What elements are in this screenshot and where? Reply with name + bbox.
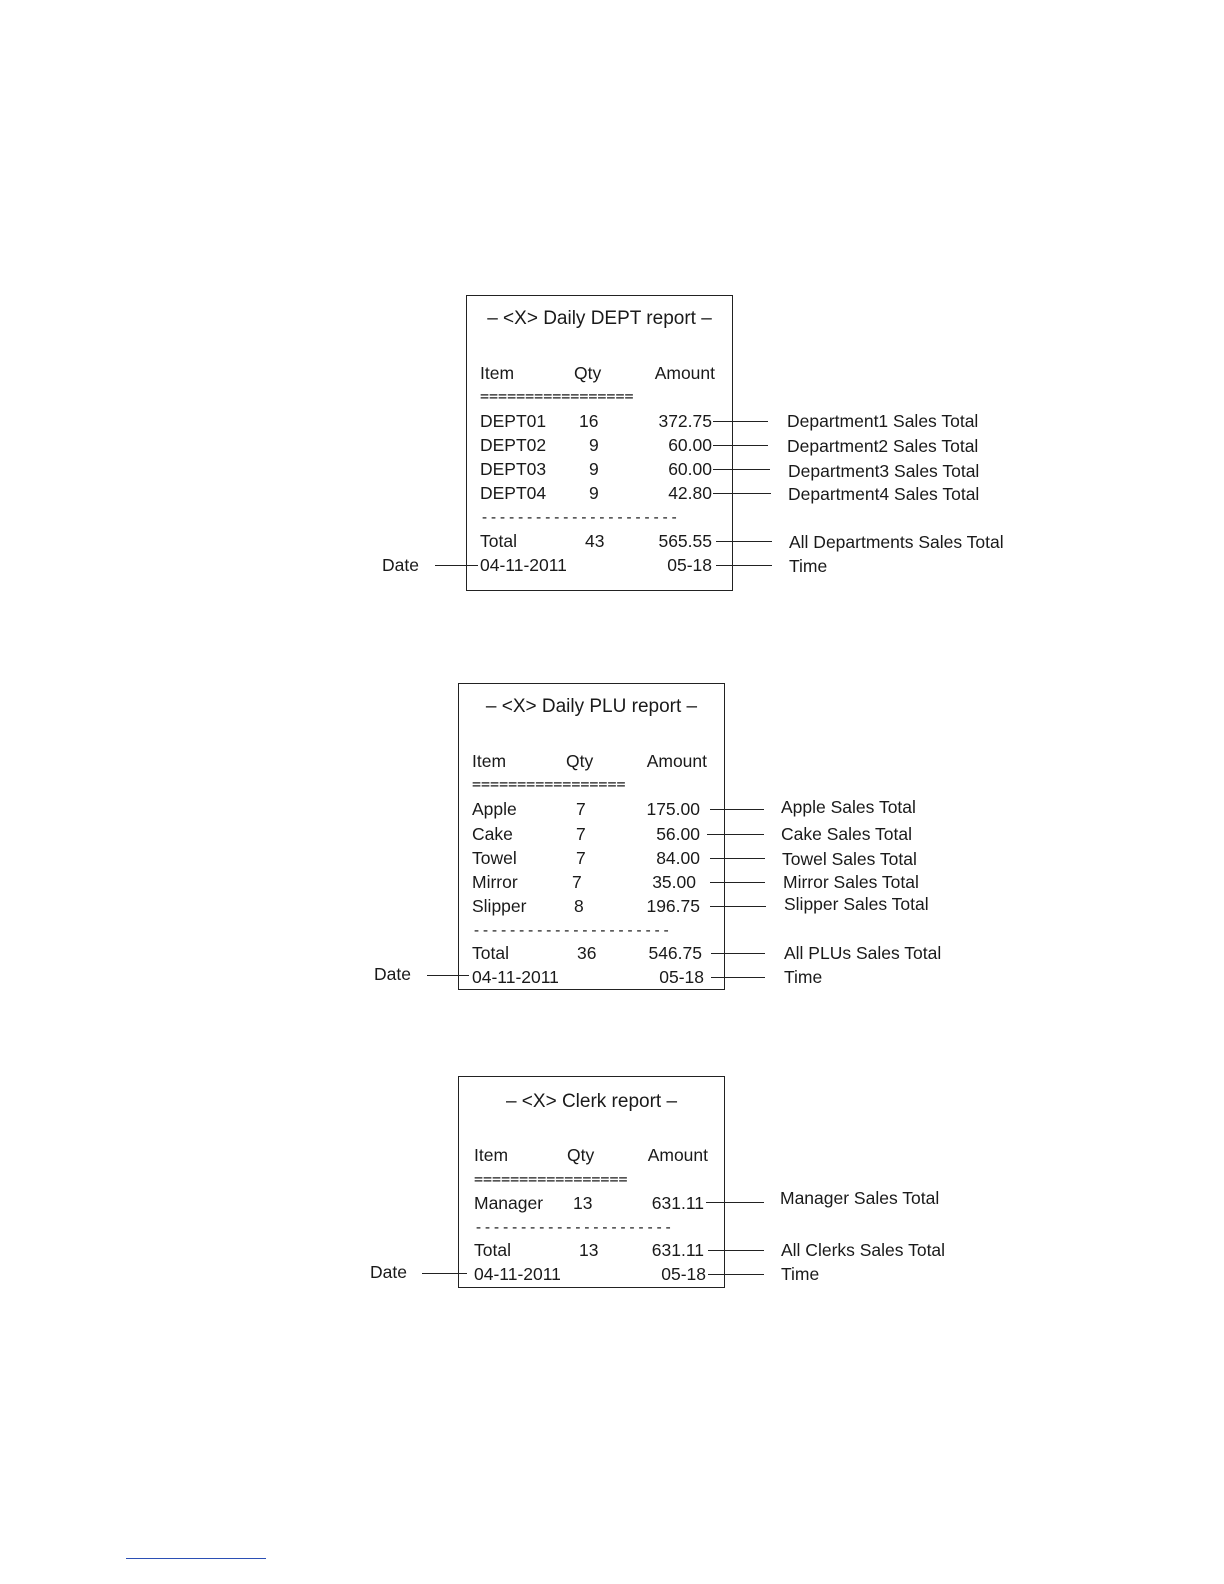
annotation: Department4 Sales Total	[788, 484, 980, 504]
dept-total-amount: 565.55	[658, 531, 712, 551]
dept-total-label: Total	[480, 531, 517, 551]
annotation: All Departments Sales Total	[789, 532, 1004, 552]
leader-line	[713, 445, 768, 446]
leader-line	[708, 1250, 764, 1251]
dept-time: 05-18	[667, 555, 712, 575]
clerk-header-amount: Amount	[647, 1145, 708, 1165]
table-row: DEPT04	[480, 483, 547, 503]
dept-report-title: – <X> Daily DEPT report –	[487, 308, 712, 329]
plu-date: 04-11-2011	[472, 967, 559, 987]
footnote-rule	[126, 1558, 266, 1559]
annotation-date: Date	[382, 555, 419, 575]
clerk-report	[458, 1076, 725, 1288]
dept-row-amount: 60.00	[668, 459, 712, 479]
clerk-single-separator: ----------------------	[474, 1218, 673, 1236]
annotation: Apple Sales Total	[781, 797, 916, 817]
annotation: All Clerks Sales Total	[781, 1240, 946, 1260]
leader-line	[706, 1202, 764, 1203]
annotation: Towel Sales Total	[782, 849, 917, 869]
plu-row-qty: 7	[576, 848, 586, 868]
plu-report	[458, 683, 725, 990]
leader-line	[710, 882, 765, 883]
clerk-double-separator: =================	[474, 1170, 628, 1188]
plu-row-qty: 7	[572, 872, 582, 892]
dept-row-amount: 42.80	[668, 483, 712, 503]
plu-double-separator: =================	[472, 775, 626, 793]
annotation-time: Time	[784, 967, 823, 987]
dept-header-item: Item	[480, 363, 515, 383]
plu-header-qty: Qty	[566, 751, 594, 771]
clerk-total-label: Total	[474, 1240, 511, 1260]
plu-total-label: Total	[472, 943, 509, 963]
annotation: Cake Sales Total	[781, 824, 913, 844]
annotation: Manager Sales Total	[780, 1188, 940, 1208]
plu-row-qty: 8	[574, 896, 584, 916]
leader-line	[710, 906, 766, 907]
annotation: Slipper Sales Total	[784, 894, 929, 914]
plu-header-item: Item	[472, 751, 507, 771]
clerk-total-amount: 631.11	[651, 1240, 704, 1260]
leader-line	[710, 809, 764, 810]
table-row: Towel	[472, 848, 517, 868]
clerk-time: 05-18	[661, 1264, 706, 1284]
plu-time: 05-18	[659, 967, 704, 987]
leader-line	[710, 858, 765, 859]
plu-row-amount: 84.00	[656, 848, 700, 868]
annotation: Department2 Sales Total	[787, 436, 979, 456]
table-row: Mirror	[472, 872, 518, 892]
dept-row-amount: 372.75	[658, 411, 712, 431]
table-row: Slipper	[472, 896, 527, 916]
clerk-date: 04-11-2011	[474, 1264, 561, 1284]
leader-line	[711, 977, 765, 978]
annotation: Mirror Sales Total	[783, 872, 919, 892]
leader-line	[713, 421, 768, 422]
leader-line	[707, 834, 764, 835]
annotation-date: Date	[370, 1262, 407, 1282]
table-row: Manager	[474, 1193, 544, 1213]
plu-row-amount: 56.00	[656, 824, 700, 844]
annotation: Department1 Sales Total	[787, 411, 979, 431]
leader-line	[713, 469, 770, 470]
dept-row-qty: 9	[589, 483, 599, 503]
leader-line	[716, 565, 772, 566]
annotation: All PLUs Sales Total	[784, 943, 942, 963]
plu-report-title: – <X> Daily PLU report –	[485, 696, 698, 717]
table-row: Cake	[472, 824, 513, 844]
plu-row-qty: 7	[576, 799, 586, 819]
dept-header-qty: Qty	[574, 363, 602, 383]
leader-line	[711, 953, 765, 954]
leader-line	[435, 565, 478, 566]
leader-line	[427, 975, 469, 976]
table-row: DEPT02	[480, 435, 547, 455]
table-row: Apple	[472, 799, 517, 819]
annotation-date: Date	[374, 964, 411, 984]
plu-row-amount: 35.00	[652, 872, 696, 892]
annotation-time: Time	[781, 1264, 820, 1284]
plu-row-amount: 196.75	[646, 896, 700, 916]
dept-date: 04-11-2011	[480, 555, 567, 575]
dept-total-qty: 43	[585, 531, 605, 551]
plu-single-separator: ----------------------	[472, 921, 671, 939]
dept-row-qty: 16	[579, 411, 599, 431]
plu-row-amount: 175.00	[646, 799, 700, 819]
plu-row-qty: 7	[576, 824, 586, 844]
dept-report	[466, 295, 733, 591]
annotation: Department3 Sales Total	[788, 461, 980, 481]
table-row: DEPT03	[480, 459, 547, 479]
leader-line	[422, 1273, 467, 1274]
clerk-row-qty: 13	[573, 1193, 593, 1213]
table-row: DEPT01	[480, 411, 547, 431]
plu-header-amount: Amount	[646, 751, 707, 771]
dept-row-qty: 9	[589, 435, 599, 455]
dept-header-amount: Amount	[654, 363, 715, 383]
clerk-report-title: – <X> Clerk report –	[505, 1091, 678, 1112]
plu-total-amount: 546.75	[648, 943, 702, 963]
clerk-row-amount: 631.11	[651, 1193, 704, 1213]
clerk-total-qty: 13	[579, 1240, 599, 1260]
leader-line	[713, 493, 771, 494]
annotation-time: Time	[789, 556, 828, 576]
dept-row-amount: 60.00	[668, 435, 712, 455]
clerk-header-qty: Qty	[567, 1145, 595, 1165]
clerk-header-item: Item	[474, 1145, 509, 1165]
plu-total-qty: 36	[577, 943, 597, 963]
leader-line	[716, 541, 772, 542]
dept-double-separator: =================	[480, 387, 634, 405]
leader-line	[708, 1274, 764, 1275]
dept-single-separator: ----------------------	[480, 508, 679, 526]
dept-row-qty: 9	[589, 459, 599, 479]
